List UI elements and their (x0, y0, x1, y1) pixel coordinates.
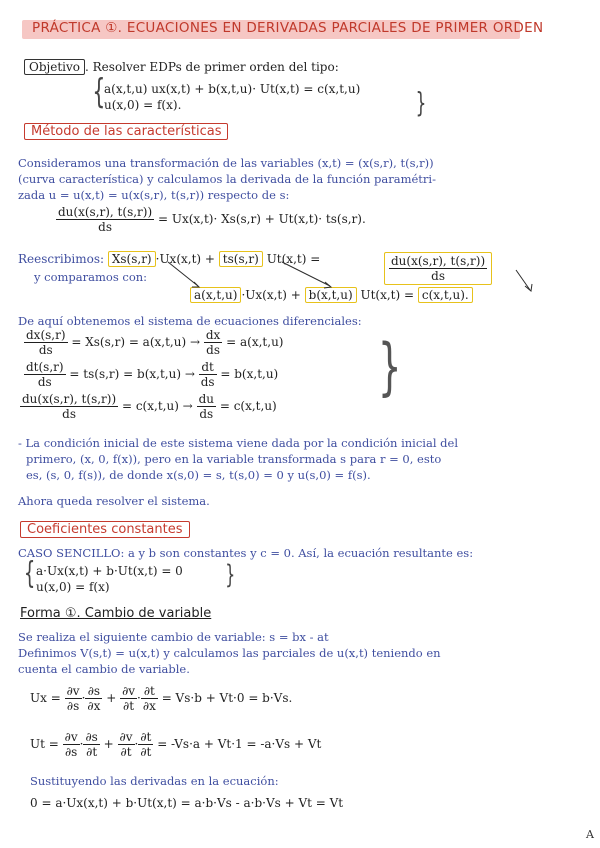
reescribimos-line: Reescribimos: Xs(s,r) ·Ux(x,t) + ts(s,r) Ut(x,t) = (18, 252, 321, 266)
forma-p3: cuenta el cambio de variable. (18, 662, 190, 676)
du-box: $\frac{du(x(s,r), t(s,r))}{ds}$ (384, 252, 492, 285)
coeficientes-header: Coeficientes constantes (20, 522, 190, 537)
ut-equation: Ut = $\frac{\partial v}{\partial s}$ · $\frac{\partial s}{\partial t}$ + $\frac{\partial v}{\partial t}$ · $\frac{\partial t}{\partial t}$ = -Vs·a + Vt·1 = -a·Vs + Vt (30, 730, 322, 759)
sustituyendo-line: Sustituyendo las derivadas en la ecuación: (30, 774, 279, 788)
objetivo-brace-left: { (92, 72, 106, 112)
sistema-eq1: $\frac{dx(s,r)}{ds}$ = Xs(s,r) = a(x,t,u) → $\frac{dx}{ds}$ = a(x,t,u) (26, 328, 284, 357)
condicion-line3: es, (s, 0, f(s)), de donde x(s,0) = s, t(s,0) = 0 y u(s,0) = f(s). (26, 468, 371, 482)
b-box: b(x,t,u) (305, 287, 357, 303)
condicion-line1: - La condición inicial de este sistema viene dada por la condición inicial del (18, 436, 459, 450)
objetivo-eq1: a(x,t,u) ux(x,t) + b(x,t,u)· Ut(x,t) = c(x,t,u) (104, 82, 361, 96)
page-title: PRÁCTICA ①. ECUACIONES EN DERIVADAS PARCIALES DE PRIMER ORDEN (32, 20, 544, 36)
sistema-eq2: $\frac{dt(s,r)}{ds}$ = ts(s,r) = b(x,t,u) → $\frac{dt}{ds}$ = b(x,t,u) (26, 360, 279, 389)
forma-p2: Definimos V(s,t) = u(x,t) y calculamos las parciales de u(x,t) teniendo en (18, 646, 441, 660)
metodo-p1: Consideramos una transformación de las variables (x,t) = (x(s,r), t(s,r)) (18, 156, 434, 170)
page-number: A (586, 828, 594, 841)
metodo-p3: zada u = u(x,t) = u(x(s,r), t(s,r)) respecto de s: (18, 188, 290, 202)
coef-eq1: a·Ux(x,t) + b·Ut(x,t) = 0 (36, 564, 183, 578)
coef-brace-right: } (225, 560, 236, 590)
objetivo-text: . Resolver EDPs de primer orden del tipo: (85, 60, 339, 74)
chain-rule-eq: $\frac{du(x(s,r), t(s,r))}{ds}$ = Ux(x,t)· Xs(s,r) + Ut(x,t)· ts(s,r). (58, 205, 366, 234)
sistema-eq3: $\frac{du(x(s,r), t(s,r))}{ds}$ = c(x,t,u) → $\frac{du}{ds}$ = c(x,t,u) (22, 392, 277, 421)
objetivo-brace-right: } (415, 86, 427, 119)
condicion-line2: primero, (x, 0, f(x)), pero en la variable transformada s para r = 0, esto (26, 452, 442, 466)
caso-sencillo: CASO SENCILLO: a y b son constantes y c = 0. Así, la ecuación resultante es: (18, 546, 474, 560)
sistema-brace: } (377, 330, 402, 403)
objetivo-eq2: u(x,0) = f(x). (104, 98, 182, 112)
ts-box: ts(s,r) (219, 251, 263, 267)
chain-rule-fraction: $\frac{du(x(s,r), t(s,r))}{ds}$ (58, 205, 153, 234)
final-equation: 0 = a·Ux(x,t) + b·Ut(x,t) = a·b·Vs - a·b·Vs + Vt = Vt (30, 796, 344, 810)
comparamos-label: y comparamos con: (34, 270, 148, 284)
xs-box: Xs(s,r) (108, 251, 156, 267)
coef-eq2: u(x,0) = f(x) (36, 580, 110, 594)
sistema-intro: De aquí obtenemos el sistema de ecuaciones diferenciales: (18, 314, 362, 328)
forma-p1: Se realiza el siguiente cambio de variable: s = bx - at (18, 630, 329, 644)
metodo-p2: (curva característica) y calculamos la derivada de la función paramétri- (18, 172, 436, 186)
objetivo-label: Objetivo (24, 59, 85, 75)
c-box: c(x,t,u). (418, 287, 473, 303)
metodo-header: Método de las características (24, 124, 228, 139)
ux-equation: Ux = $\frac{\partial v}{\partial s}$ · $\frac{\partial s}{\partial x}$ + $\frac{\partial v}{\partial t}$ · $\frac{\partial t}{\partial x}$ = Vs·b + Vt·0 = b·Vs. (30, 684, 293, 713)
coef-brace-left: { (23, 556, 36, 591)
ahora-line: Ahora queda resolver el sistema. (18, 494, 210, 508)
a-box: a(x,t,u) (190, 287, 241, 303)
comparamos-eq: a(x,t,u) ·Ux(x,t) + b(x,t,u) Ut(x,t) = c(x,t,u). (190, 288, 473, 302)
forma-header: Forma ①. Cambio de variable (20, 606, 212, 621)
